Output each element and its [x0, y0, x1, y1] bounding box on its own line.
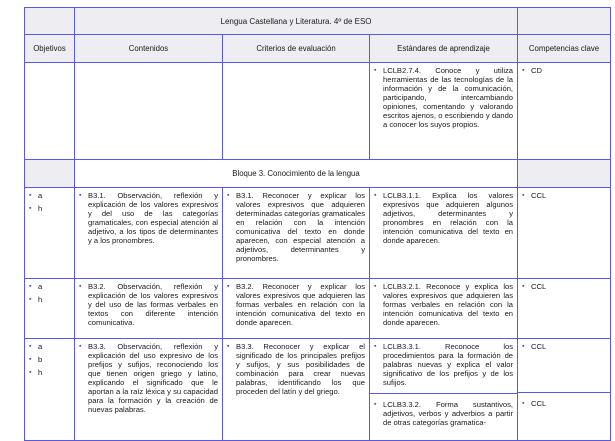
estandar-item: ▪ LCLB2.7.4. Conoce y utiliza herramientas de las tecnologías de la información y de la comunicación, participando, intercambiando opiniones, comentando y valorando escritos ajenos, o escribiendo y dando a conocer los suyos propios.	[374, 66, 513, 129]
contenido-cell	[75, 339, 223, 441]
header-criterios: Criterios de evaluación	[223, 35, 370, 63]
objetivos-cell	[25, 339, 75, 441]
criterio-item: ▪ B3.3. Reconocer y explicar el significado de los principales prefijos y sufijos, y sus posibilidades de combinación para crear nuevas palabras, identificando los que proceden del latín y del griego.	[227, 342, 365, 396]
table-row	[25, 63, 611, 160]
bloque-row	[25, 160, 611, 188]
header-contenidos: Contenidos	[75, 35, 223, 63]
estandar-item: ▪ LCLB3.1.1. Explica los valores expresivos que adquieren algunos adjetivos, determinantes y pronombres en relación con la intención comunicativa del texto en donde aparecen.	[374, 191, 513, 245]
competencias-cell	[518, 339, 611, 441]
objetivo-item: ▪ a	[29, 282, 70, 291]
estandar-item: ▪ LCLB3.2.1. Reconoce y explica los valores expresivos que adquieren las formas verbales en relación con la intención comunicativa del texto en donde aparecen.	[374, 282, 513, 327]
curriculum-table	[24, 7, 611, 441]
criterio-cell	[223, 279, 370, 339]
contenido-item: ▪ B3.3. Observación, reflexión y explicación del uso expresivo de los prefijos y sufijos, reconociendo los que tienen origen griego y latino, explicando el significado que le aportan a la raíz léxica y su capacidad para la formación y la creación de nuevas palabras.	[79, 342, 218, 414]
competencia-item: ▪ CD	[522, 66, 606, 75]
objetivo-item: ▪ h	[29, 295, 70, 304]
competencia-item: ▪ CCL	[522, 342, 606, 351]
objetivos-cell	[25, 63, 75, 160]
competencias-cell	[518, 188, 611, 279]
bloque-spacer-cell	[25, 160, 75, 188]
competencias-cell	[518, 63, 611, 160]
table-title-row	[25, 8, 611, 35]
objetivo-item: ▪ a	[29, 191, 70, 200]
objetivo-item: ▪ a	[29, 342, 70, 351]
estandar-cell	[370, 339, 518, 441]
bloque-title: Bloque 3. Conocimiento de la lengua	[75, 160, 518, 188]
column-header-row	[25, 35, 611, 63]
competencia-block	[518, 342, 610, 393]
objetivos-cell	[25, 279, 75, 339]
table-row	[25, 339, 611, 441]
objetivo-item: ▪ b	[29, 355, 70, 364]
criterio-cell	[223, 63, 370, 160]
objetivo-item: ▪ h	[29, 204, 70, 213]
competencia-item: ▪ CCL	[522, 399, 606, 408]
bloque-spacer-cell	[518, 160, 611, 188]
contenido-cell	[75, 188, 223, 279]
title-spacer-cell	[25, 8, 75, 35]
competencias-cell	[518, 279, 611, 339]
contenido-cell	[75, 63, 223, 160]
estandar-block	[374, 394, 513, 427]
table-row	[25, 279, 611, 339]
competencia-block	[522, 393, 606, 408]
contenido-item: ▪ B3.2. Observación, reflexión y explicación de los valores expresivos y del uso de las formas verbales en textos con diferente intención comunicativa.	[79, 282, 218, 327]
estandar-item: ▪ LCLB3.3.1. Reconoce los procedimientos para la formación de palabras nuevas y explica el valor significativo de los prefijos y de los sufijos.	[374, 342, 513, 387]
header-competencias: Competencias clave	[518, 35, 611, 63]
estandar-cell	[370, 63, 518, 160]
header-objetivos: Objetivos	[25, 35, 75, 63]
estandar-item: ▪ LCLB3.3.2. Forma sustantivos, adjetivos, verbos y adverbios a partir de otras categorías gramatica-	[374, 400, 513, 427]
competencia-item: ▪ CCL	[522, 282, 606, 291]
estandar-cell	[370, 188, 518, 279]
criterio-item: ▪ B3.2. Reconocer y explicar los valores expresivos que adquieren las formas verbales en relación con la intención comunicativa del texto en donde aparecen.	[227, 282, 365, 327]
estandar-block	[370, 342, 517, 394]
header-estandares: Estándares de aprendizaje	[370, 35, 518, 63]
table-title: Lengua Castellana y Literatura. 4º de ESO	[75, 8, 518, 35]
objetivos-cell	[25, 188, 75, 279]
criterio-cell	[223, 188, 370, 279]
estandar-cell	[370, 279, 518, 339]
criterio-item: ▪ B3.1. Reconocer y explicar los valores expresivos que adquieren determinadas categorías gramaticales en relación con la intención comunicativa del texto en donde aparecen, con especial atención a adjetivos, determinantes y pronombres.	[227, 191, 365, 263]
competencia-item: ▪ CCL	[522, 191, 606, 200]
title-spacer-cell	[518, 8, 611, 35]
contenido-cell	[75, 279, 223, 339]
contenido-item: ▪ B3.1. Observación, reflexión y explicación de los valores expresivos y del uso de las categorías gramaticales, con especial atención al adjetivo, a los tipos de determinantes y a los pronombres.	[79, 191, 218, 245]
objetivo-item: ▪ h	[29, 368, 70, 377]
table-row	[25, 188, 611, 279]
criterio-cell	[223, 339, 370, 441]
